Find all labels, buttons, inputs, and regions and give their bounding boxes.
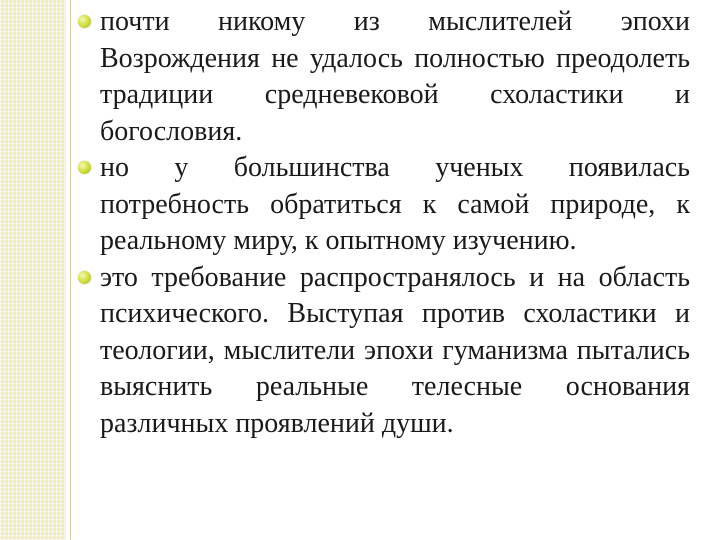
bullet-dot-icon: [78, 15, 91, 28]
bullet-item-2: [78, 150, 690, 260]
bullet-item-3: [78, 260, 690, 443]
bullet-dot-icon: [78, 271, 91, 284]
bullet-dot-icon: [78, 161, 91, 174]
decorative-divider-line: [70, 0, 71, 540]
slide-content: [78, 4, 690, 442]
bullet-text: почти никому из мыслителей эпохи Возрождения не удалось полностью преодолеть традиции средневековой схоластики и богословия.: [100, 6, 690, 147]
decorative-side-strip: [0, 0, 66, 540]
bullet-text: это требование распространялось и на область психического. Выступая против схоластики и теологии, мыслители эпохи гуманизма пытались выяснить реальные телесные основания различных проявлений души.: [100, 261, 690, 439]
bullet-text: но у большинства ученых появилась потребность обратиться к самой природе, к реальному миру, к опытному изучению.: [100, 152, 690, 256]
bullet-item-1: [78, 4, 690, 150]
